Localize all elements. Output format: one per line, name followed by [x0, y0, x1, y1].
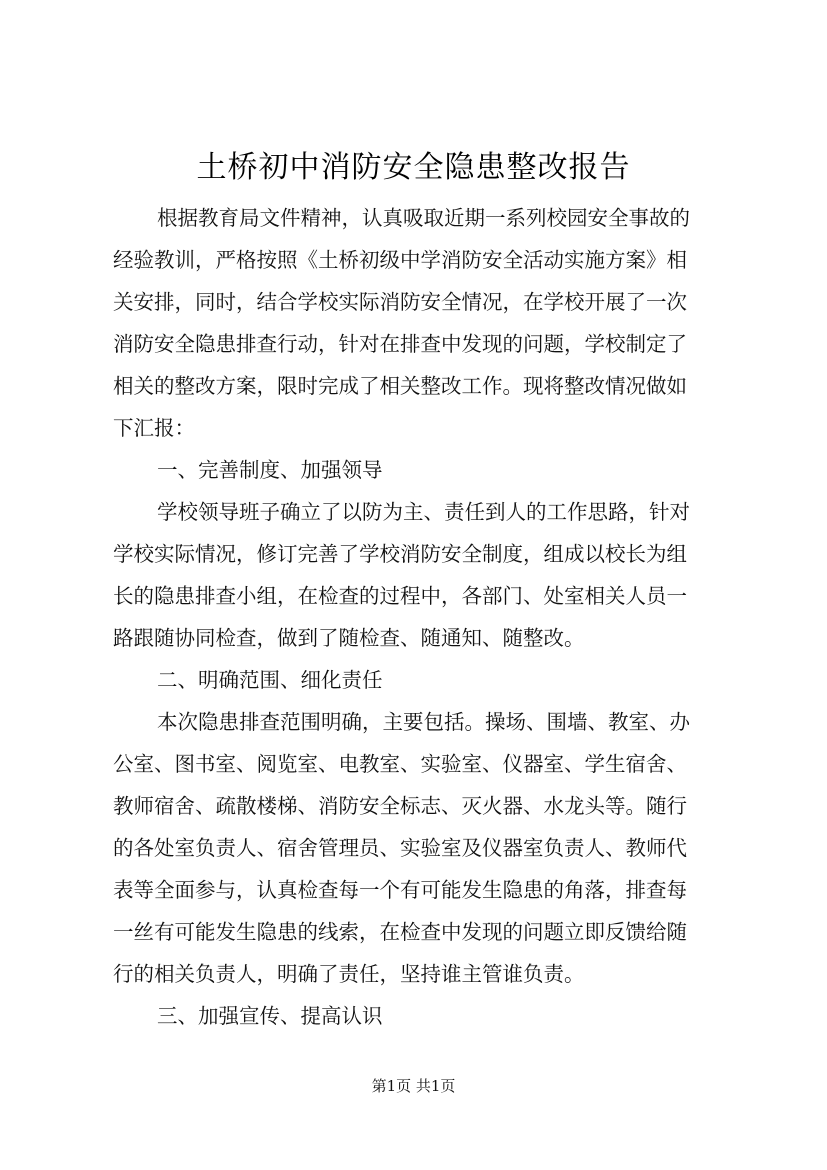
paragraph-line: 下汇报： — [113, 416, 195, 440]
paragraph-line: 教师宿舍、疏散楼梯、消防安全标志、灭火器、水龙头等。随行 — [113, 794, 687, 818]
section-heading: 二、明确范围、细化责任 — [157, 668, 383, 692]
paragraph-line: 学校实际情况，修订完善了学校消防安全制度，组成以校长为组 — [113, 542, 687, 566]
paragraph-line: 路跟随协同检查，做到了随检查、随通知、随整改。 — [113, 626, 585, 650]
paragraph-line: 相关的整改方案，限时完成了相关整改工作。现将整改情况做如 — [113, 374, 687, 398]
paragraph-line: 的各处室负责人、宿舍管理员、实验室及仪器室负责人、教师代 — [113, 836, 687, 860]
paragraph-line: 消防安全隐患排查行动，针对在排查中发现的问题，学校制定了 — [113, 332, 687, 356]
section-heading: 一、完善制度、加强领导 — [157, 458, 383, 482]
paragraph-line: 行的相关负责人，明确了责任，坚持谁主管谁负责。 — [113, 962, 585, 986]
document-title: 土桥初中消防安全隐患整改报告 — [196, 150, 631, 185]
paragraph-line: 学校领导班子确立了以防为主、责任到人的工作思路，针对 — [157, 500, 690, 524]
document-body — [113, 197, 729, 1037]
paragraph-line: 公室、图书室、阅览室、电教室、实验室、仪器室、学生宿舍、 — [113, 752, 687, 776]
paragraph-line: 经验教训，严格按照《土桥初级中学消防安全活动实施方案》相 — [113, 248, 687, 272]
page-footer: 第1页 共1页 — [371, 1077, 456, 1095]
paragraph-line: 一丝有可能发生隐患的线索，在检查中发现的问题立即反馈给随 — [113, 920, 687, 944]
paragraph-line: 表等全面参与，认真检查每一个有可能发生隐患的角落，排查每 — [113, 878, 687, 902]
paragraph-line: 根据教育局文件精神，认真吸取近期一系列校园安全事故的 — [157, 206, 690, 230]
paragraph-line: 本次隐患排查范围明确，主要包括。操场、围墙、教室、办 — [157, 710, 690, 734]
paragraph-line: 关安排，同时，结合学校实际消防安全情况，在学校开展了一次 — [113, 290, 687, 314]
paragraph-line: 长的隐患排查小组，在检查的过程中，各部门、处室相关人员一 — [113, 584, 687, 608]
section-heading: 三、加强宣传、提高认识 — [157, 1004, 383, 1028]
